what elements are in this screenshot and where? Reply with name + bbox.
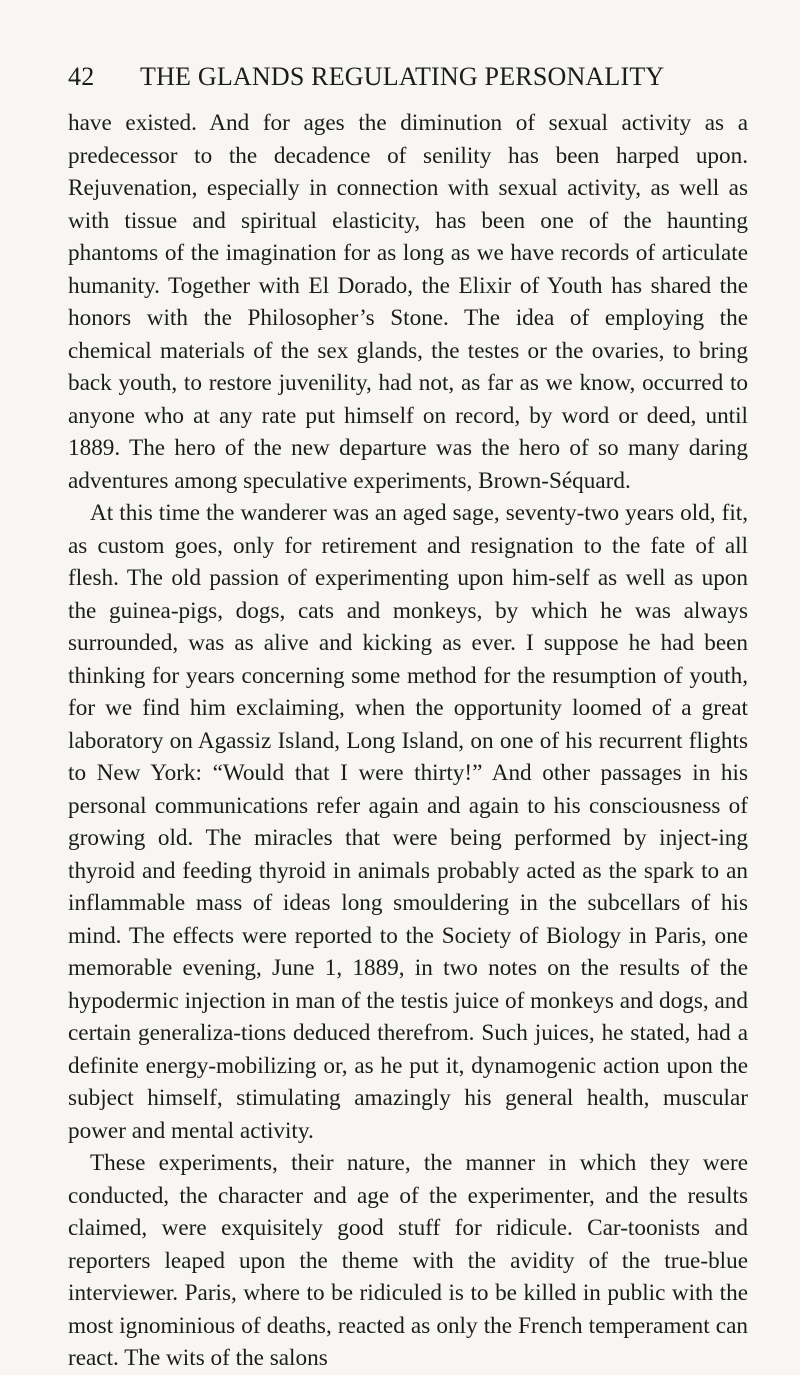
page-number: 42	[68, 62, 95, 91]
paragraph: These experiments, their nature, the manner in which they were conducted, the character and age of the experimenter, and the results claimed, were exquisitely good stuff for ridicule. Car-toonists and reporters leaped upon the theme with the avidity of the true-blue interviewer. Paris, where to be ridiculed is to be killed in public with the most ignominious of deaths, reacted as only the French temperament can react. The wits of the salons	[68, 1150, 748, 1371]
running-title: THE GLANDS REGULATING PERSONALITY	[140, 62, 665, 91]
paragraph: have existed. And for ages the diminution of sexual activity as a predecessor to the decadence of senility has been harped upon. Rejuvenation, especially in connection with sexual activity, as well as with tissue and spiritual elasticity, has been one of the haunting phantoms of the imagination for as long as we have records of articulate humanity. Together with El Dorado, the Elixir of Youth has shared the honors with the Philosopher’s Stone. The idea of employing the chemical materials of the sex glands, the testes or the ovaries, to bring back youth, to restore juvenility, had not, as far as we know, occurred to anyone who at any rate put himself on record, by word or deed, until 1889. The hero of the new departure was the hero of so many daring adventures among speculative experiments, Brown-Séquard.	[68, 110, 748, 494]
paragraph: At this time the wanderer was an aged sage, seventy-two years old, fit, as custom goes, only for retirement and resignation to the fate of all flesh. The old passion of experimenting upon him-self as well as upon the guinea-pigs, dogs, cats and monkeys, by which he was always surrounded, was as alive and kicking as ever. I suppose he had been thinking for years concerning some method for the resumption of youth, for we find him exclaiming, when the opportunity loomed of a great laboratory on Agassiz Island, Long Island, on one of his recurrent flights to New York: “Would that I were thirty!” And other passages in his personal communications refer again and again to his consciousness of growing old. The miracles that were being performed by inject-ing thyroid and feeding thyroid in animals probably acted as the spark to an inflammable mass of ideas long smouldering in the subcellars of his mind. The effects were reported to the Society of Biology in Paris, one memorable evening, June 1, 1889, in two notes on the results of the hypodermic injection in man of the testis juice of monkeys and dogs, and certain generaliza-tions deduced therefrom. Such juices, he stated, had a definite energy-mobilizing or, as he put it, dynamogenic action upon the subject himself, stimulating amazingly his general health, muscular power and mental activity.	[68, 500, 748, 1144]
running-head	[68, 62, 748, 98]
body-text	[68, 107, 748, 1375]
